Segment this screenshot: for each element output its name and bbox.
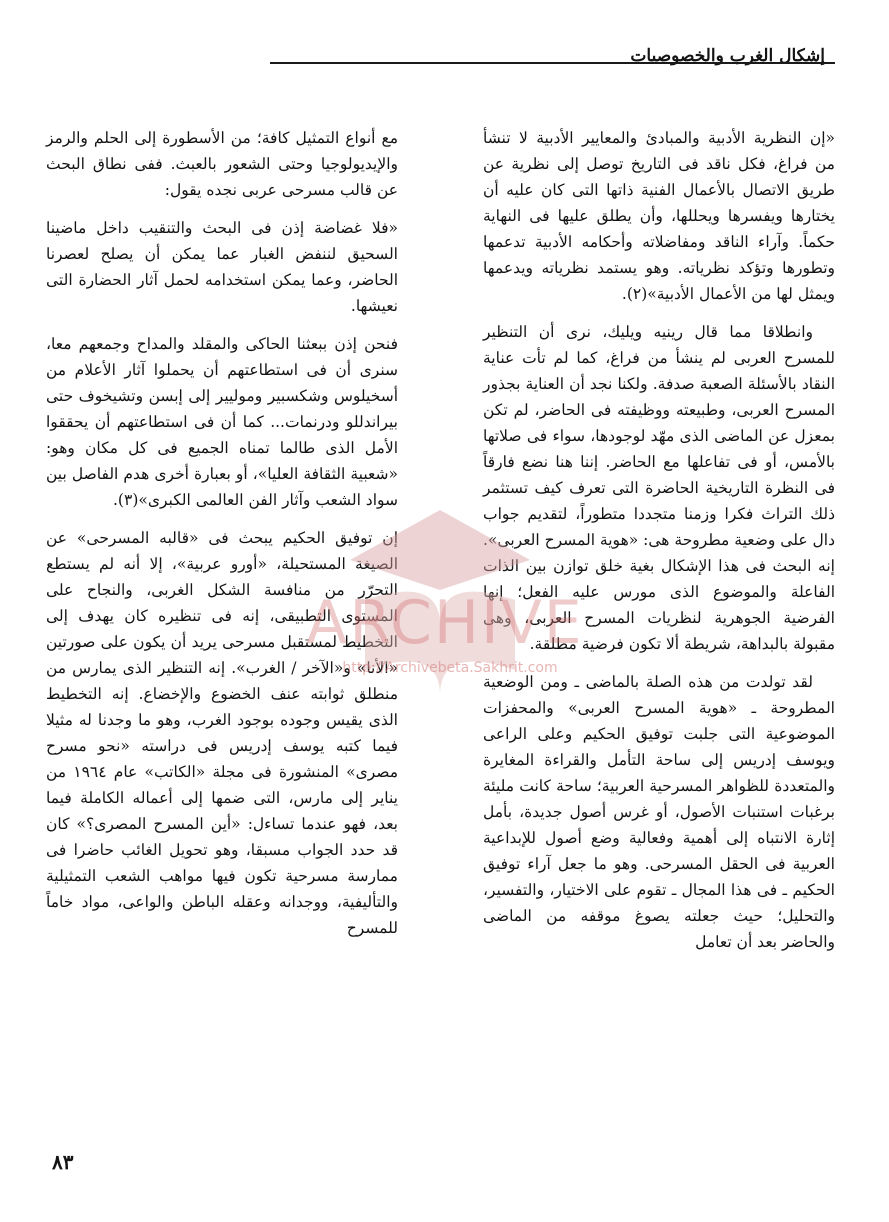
watermark-url: http://Archivebeta.Sakhrit.com: [342, 660, 558, 676]
running-header-title: إشكال الغرب والخصوصيات: [630, 46, 825, 66]
paragraph: وانطلاقا مما قال رينيه ويليك، نرى أن التنظير للمسرح العربى لم ينشأ من فراغ، كما لم تأت عناية النقاد بالأسئلة الصعبة صدفة. ولكنا نجد أن العناية بجذور المسرح العربى، وطبيعته ووظيفته فى الحاضر، لم تكن بمعزل عن الماضى الذى مهّد لوجودها، سواء فى صلاتها بالأمس، أو فى تفاعلها مع الحاضر. إننا هنا نضع فارقاً فى النظرة التاريخية الحاضرة التى تعرف كيف تستثمر ذلك التراث فكرا وزمنا متجددا متطوراً، لتقديم جواب دال على وضعية مطروحة هى: «هوية المسرح العربى». إنه البحث فى هذا الإشكال بغية خلق توازن بين الذات الفاعلة والموضوع الذى مورس عليه الفعل؛ إنها الفرضية الجوهرية لنظريات المسرح العربى، وهى مقبولة بالبداهة، شريطة ألا تكون فرضية مطلقة.: [483, 323, 835, 653]
watermark-text: ARCHIVE: [306, 588, 584, 658]
page-number: ٨٣: [52, 1150, 74, 1174]
paragraph: لقد تولدت من هذه الصلة بالماضى ـ ومن الوضعية المطروحة ـ «هوية المسرح العربى» والمحفزات الموضوعية التى جلبت توفيق الحكيم وعلى الراعى ويوسف إدريس إلى ساحة التأمل والقراءة المغايرة والمتعددة للظواهر المسرحية العربية؛ ساحة كانت مليئة برغبات استنبات الأصول، أو غرس أصول جديدة، بأمل إثارة الانتباه إلى أهمية وفعالية وضع أصول للإبداعية العربية فى الحقل المسرحى. وهو ما جعل آراء توفيق الحكيم ـ فى هذا المجال ـ تقوم على الاختيار، والتفسير، والتحليل؛ حيث جعلته يصوغ موقفه من الماضى والحاضر بعد أن تعامل: [483, 673, 835, 951]
paragraph-quote-hakim-cont: فنحن إذن ببعثنا الحاكى والمقلد والمداح وجمعهم معا، سنرى أن فى استطاعتهم أن يحملوا آثار الأعلام من أسخيلوس وشكسبير وموليير إلى إبسن وتشيخوف حتى بيراندللو ودرنمات... كما أن فى استطاعتهم أن يحققوا الأمل الذى طالما تمناه الجميع فى كل مكان وهو: «شعبية الثقافة العليا»، أو بعبارة أخرى هدم الفاصل بين سواد الشعب وآثار الفن العالمى الكبرى»(٣).: [46, 335, 398, 509]
left-column: [46, 125, 398, 953]
paragraph: مع أنواع التمثيل كافة؛ من الأسطورة إلى الحلم والرمز والإيديولوجيا وحتى الشعور بالعبث. ففى نطاق البحث عن قالب مسرحى عربى نجده يقول:: [46, 129, 398, 199]
paragraph: إن توفيق الحكيم يبحث فى «قالبه المسرحى» عن الصيغة المستحيلة، «أورو عربية»، إلا أنه لم يستطع التحرّر من منافسة الشكل الغربى، والنجاح على المستوى التطبيقى، إنه فى تنظيره كان يهدف إلى التخطيط لمستقبل مسرحى يريد أن يكون على صورتين «الأنا» و«الآخر / الغرب». إنه التنظير الذى يمارس من منطلق ثوابته عنف الخضوع والإخضاع. إنه التخطيط الذى يقيس وجوده بوجود الغرب، وهو ما وجدنا له مثيلا فيما كتبه يوسف إدريس فى دراسته «نحو مسرح مصرى» المنشورة فى مجلة «الكاتب» عام ١٩٦٤ من يناير إلى مارس، التى ضمها إلى أعماله الكاملة فيما بعد، فهو عندما تساءل: «أين المسرح المصرى؟» كان قد حدد الجواب مسبقا، وهو تحويل الغائب حاضرا فى ممارسة مسرحية تكون فيها مواهب الشعب التمثيلية والتأليفية، ووجدانه وعقله الباطن والواعى، مواد خاماً للمسرح: [46, 529, 398, 937]
right-column: [483, 125, 835, 967]
paragraph-quote-hakim: «فلا غضاضة إذن فى البحث والتنقيب داخل ماضينا السحيق لننفض الغبار عما يمكن أن يصلح لعصرنا الحاضر، وعما يمكن استخدامه لحمل آثار الحضارة التى نعيشها.: [46, 219, 398, 315]
header-rule: [270, 62, 835, 64]
paragraph-quote-wellek: «إن النظرية الأدبية والمبادئ والمعايير الأدبية لا تنشأ من فراغ، فكل ناقد فى التاريخ توصل إلى نظرية عن طريق الاتصال بالأعمال الفنية ذاتها التى كان عليه أن يختارها ويفسرها ويحللها، وأن يطلق عليها فى النهاية حكماً. وآراء الناقد ومفاضلاته وأحكامه الأدبية تدعمها وتطورها وتؤكد نظرياته. وهو يستمد نظرياته ويدعمها ويمثل لها من الأعمال الأدبية»(٢).: [483, 129, 835, 303]
